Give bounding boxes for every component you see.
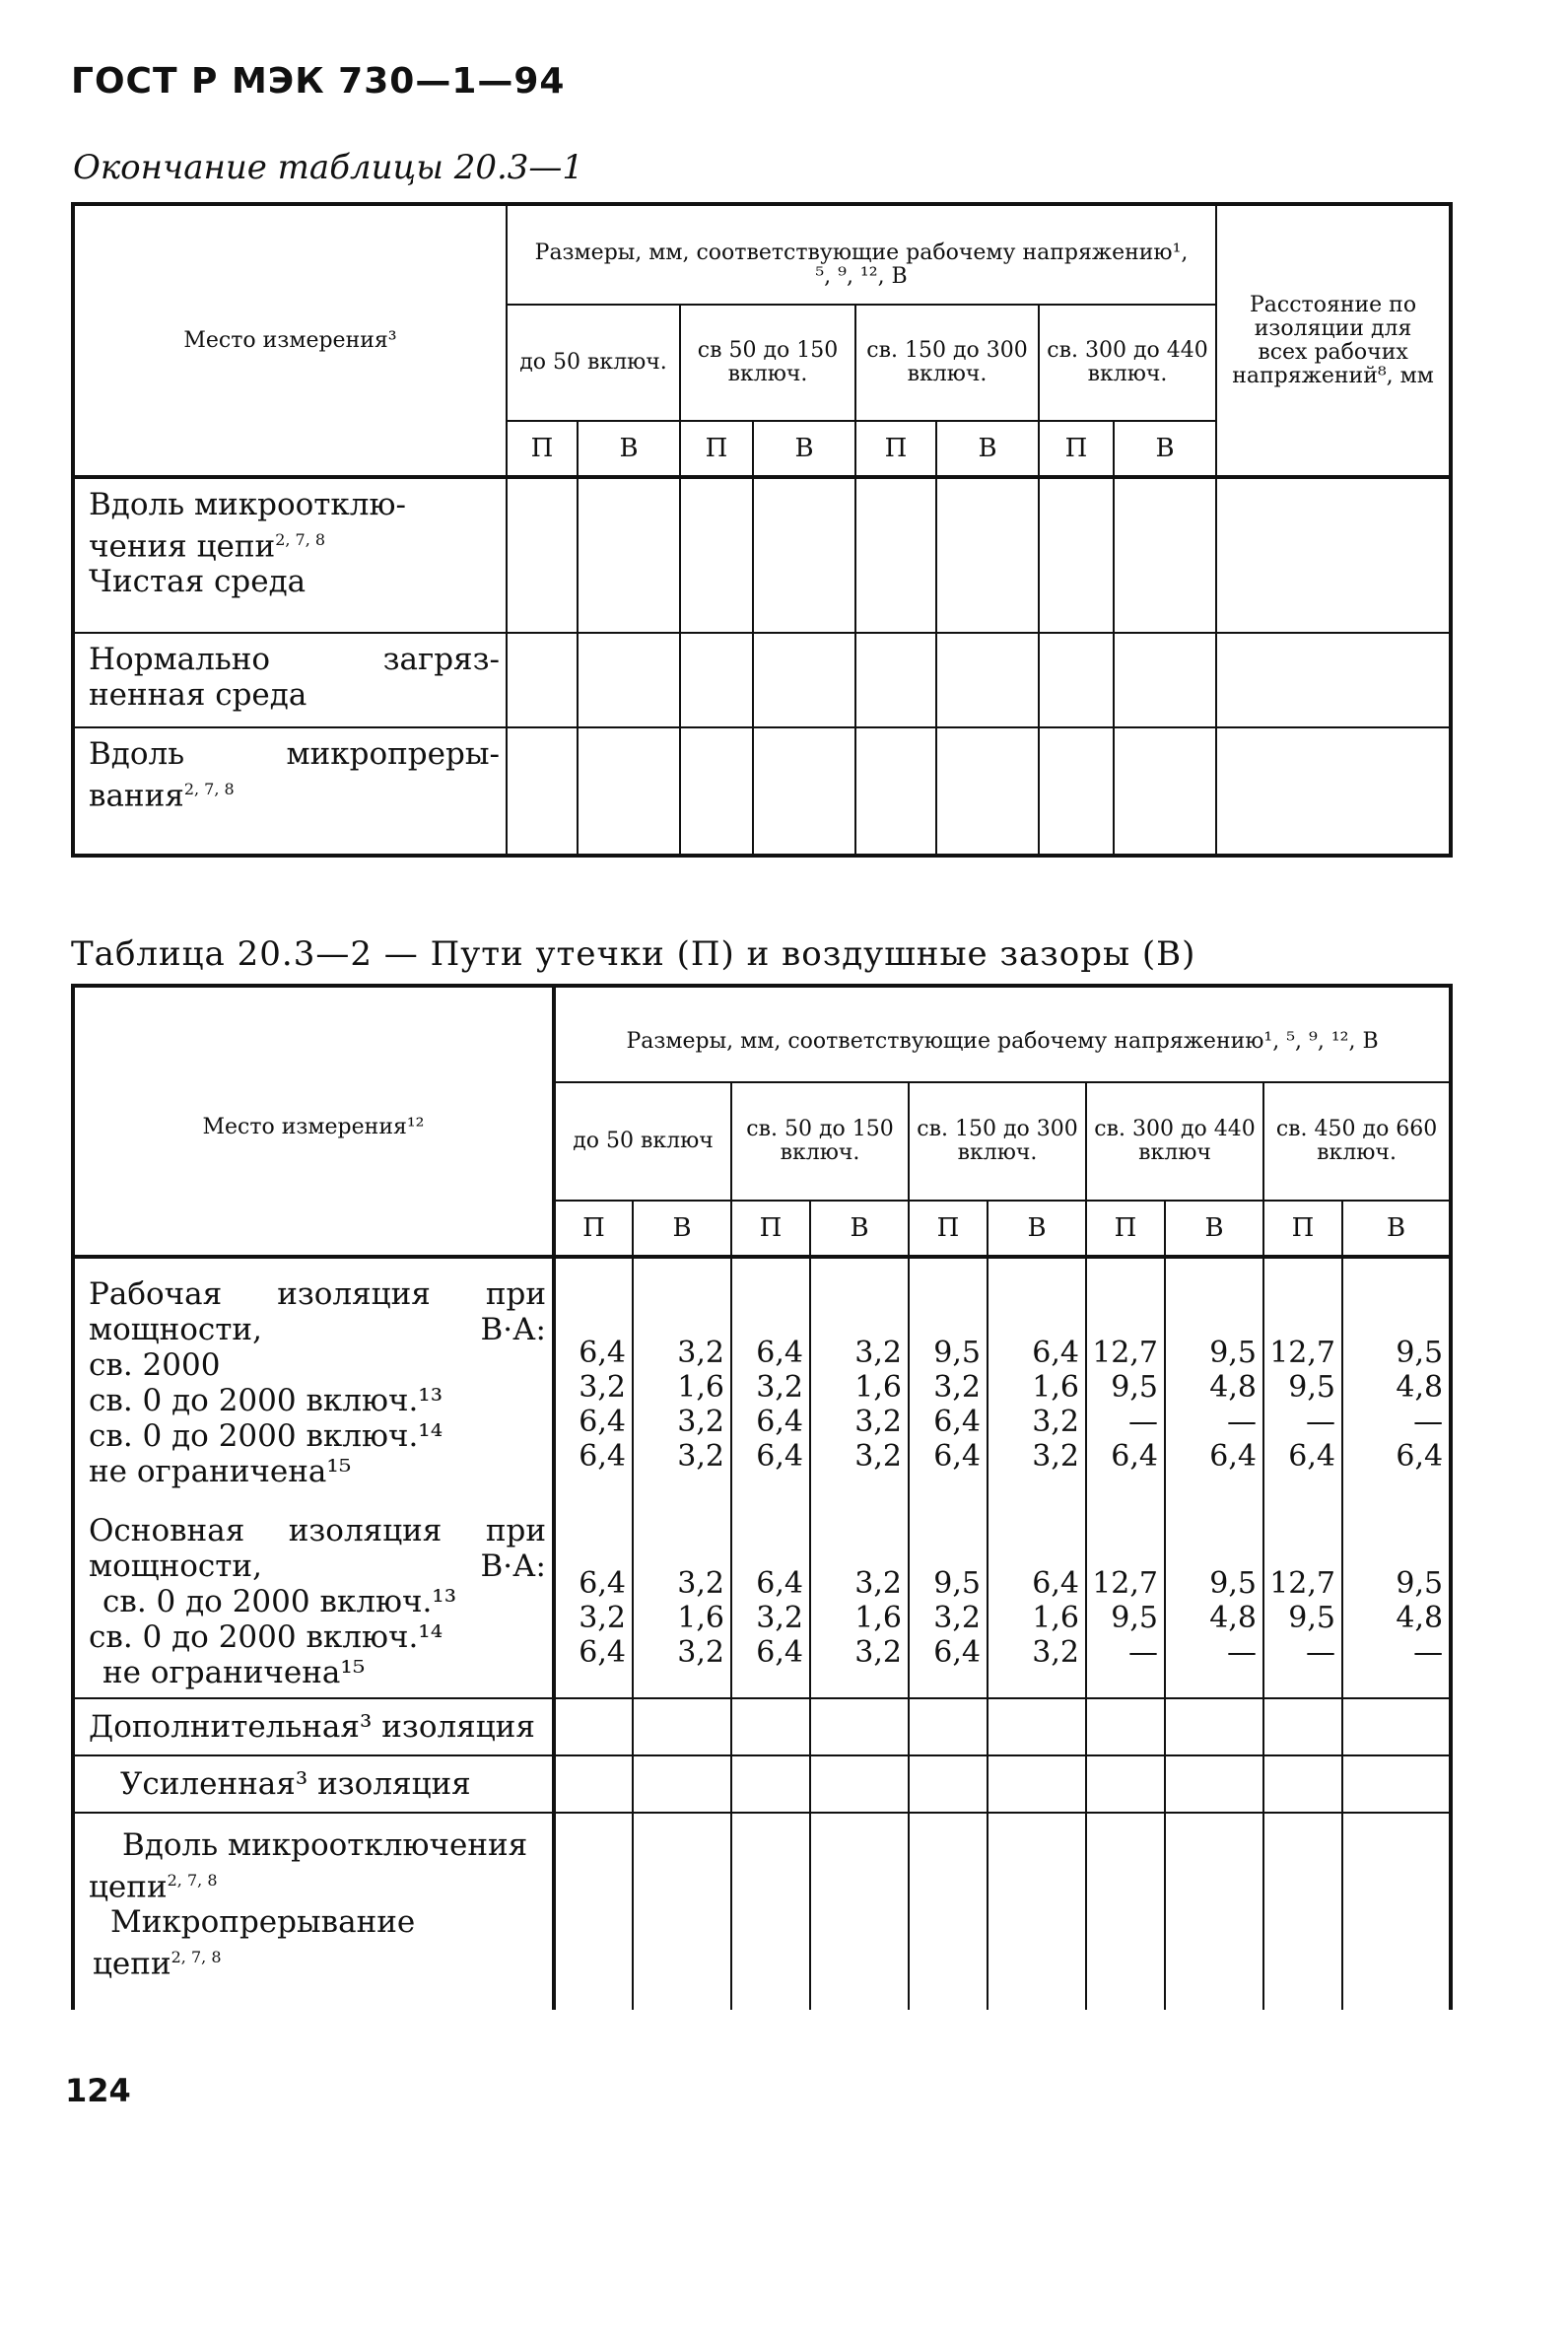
v-label: В	[936, 421, 1039, 477]
header-place: Место измерения¹²	[73, 986, 554, 1257]
value-column: 9,5 4,8 — 6,4	[1165, 1257, 1263, 1501]
table-row	[73, 633, 1451, 727]
document-header: ГОСТ Р МЭК 730—1—94	[71, 61, 566, 102]
p-label: П	[1263, 1201, 1342, 1257]
p-label: П	[909, 1201, 988, 1257]
table-continuation-caption: Окончание таблицы 20.3—1	[73, 148, 584, 187]
value-column: 12,7 9,5 —	[1263, 1501, 1342, 1698]
row-label: Дополнительная³ изоляция	[73, 1698, 554, 1755]
value-column: 9,5 4,8 —	[1342, 1501, 1451, 1698]
range-2: св. 50 до 150 включ.	[731, 1082, 909, 1201]
range-2: св 50 до 150 включ.	[680, 305, 855, 421]
v-label: В	[1342, 1201, 1451, 1257]
row-label: Нормально загряз- ненная среда	[73, 633, 507, 727]
p-label: П	[1086, 1201, 1165, 1257]
value-column: 3,2 1,6 3,2 3,2	[810, 1257, 909, 1501]
table-row	[73, 1698, 1451, 1755]
value-column: 12,7 9,5 — 6,4	[1086, 1257, 1165, 1501]
value-column: 12,7 9,5 — 6,4	[1263, 1257, 1342, 1501]
table-row	[73, 727, 1451, 856]
v-label: В	[753, 421, 855, 477]
value-column: 6,4 3,2 6,4	[554, 1501, 633, 1698]
header-dimensions: Размеры, мм, соответствующие рабочему напряжению¹, ⁵, ⁹, ¹², В	[507, 204, 1216, 305]
p-label: П	[507, 421, 578, 477]
range-3: св. 150 до 300 включ.	[909, 1082, 1086, 1201]
p-label: П	[1039, 421, 1114, 477]
value-column: 12,7 9,5 —	[1086, 1501, 1165, 1698]
value-column: 6,4 3,2 6,4 6,4	[731, 1257, 810, 1501]
value-column: 9,5 3,2 6,4	[909, 1501, 988, 1698]
range-4: св. 300 до 440 включ	[1086, 1082, 1263, 1201]
table-row	[73, 477, 1451, 633]
row-label: Вдоль микроотключения цепи$^{2, 7, 8}$ Микропрерывание цепи$^{2, 7, 8}$	[73, 1813, 554, 2010]
value-column: 9,5 4,8 — 6,4	[1342, 1257, 1451, 1501]
value-column: 3,2 1,6 3,2 3,2	[633, 1257, 731, 1501]
header-distance: Расстояние по изоляции для всех рабочих напряжений⁸, мм	[1216, 204, 1451, 477]
table-row	[73, 1755, 1451, 1813]
p-label: П	[554, 1201, 633, 1257]
v-label: В	[988, 1201, 1086, 1257]
table-20-3-1	[71, 202, 1453, 858]
value-column: 3,2 1,6 3,2	[810, 1501, 909, 1698]
value-column: 9,5 4,8 —	[1165, 1501, 1263, 1698]
value-column: 6,4 1,6 3,2 3,2	[988, 1257, 1086, 1501]
range-1: до 50 включ.	[507, 305, 680, 421]
table-row	[73, 1257, 1451, 1501]
page-number: 124	[65, 2072, 131, 2109]
value-column: 6,4 3,2 6,4	[731, 1501, 810, 1698]
row-label: Основная изоляция при мощности, В·А: св. 0 до 2000 включ.¹³ св. 0 до 2000 включ.¹⁴ не ограничена¹⁵	[73, 1501, 554, 1698]
row-label: Вдоль микроотклю- чения цепи$^{2, 7, 8}$ Чистая среда	[73, 477, 507, 633]
range-3: св. 150 до 300 включ.	[855, 305, 1039, 421]
range-1: до 50 включ	[554, 1082, 731, 1201]
table-row	[73, 1501, 1451, 1698]
value-column: 6,4 3,2 6,4 6,4	[554, 1257, 633, 1501]
p-label: П	[680, 421, 753, 477]
v-label: В	[633, 1201, 731, 1257]
range-5: св. 450 до 660 включ.	[1263, 1082, 1451, 1201]
value-column: 6,4 1,6 3,2	[988, 1501, 1086, 1698]
table-row	[73, 1813, 1451, 2010]
value-column: 3,2 1,6 3,2	[633, 1501, 731, 1698]
header-place: Место измерения³	[73, 204, 507, 477]
header-dimensions: Размеры, мм, соответствующие рабочему напряжению¹, ⁵, ⁹, ¹², В	[554, 986, 1451, 1082]
v-label: В	[1165, 1201, 1263, 1257]
table-20-3-2	[71, 984, 1453, 2010]
row-label: Рабочая изоляция при мощности, В·А: св. 2000 св. 0 до 2000 включ.¹³ св. 0 до 2000 включ.¹⁴ не ограничена¹⁵	[73, 1257, 554, 1501]
v-label: В	[810, 1201, 909, 1257]
table-20-3-2-title: Таблица 20.3—2 — Пути утечки (П) и воздушные зазоры (В)	[71, 934, 1196, 974]
v-label: В	[578, 421, 680, 477]
range-4: св. 300 до 440 включ.	[1039, 305, 1216, 421]
p-label: П	[731, 1201, 810, 1257]
value-column: 9,5 3,2 6,4 6,4	[909, 1257, 988, 1501]
row-label: Усиленная³ изоляция	[73, 1755, 554, 1813]
p-label: П	[855, 421, 936, 477]
row-label: Вдоль микропреры- вания$^{2, 7, 8}$	[73, 727, 507, 856]
v-label: В	[1114, 421, 1216, 477]
